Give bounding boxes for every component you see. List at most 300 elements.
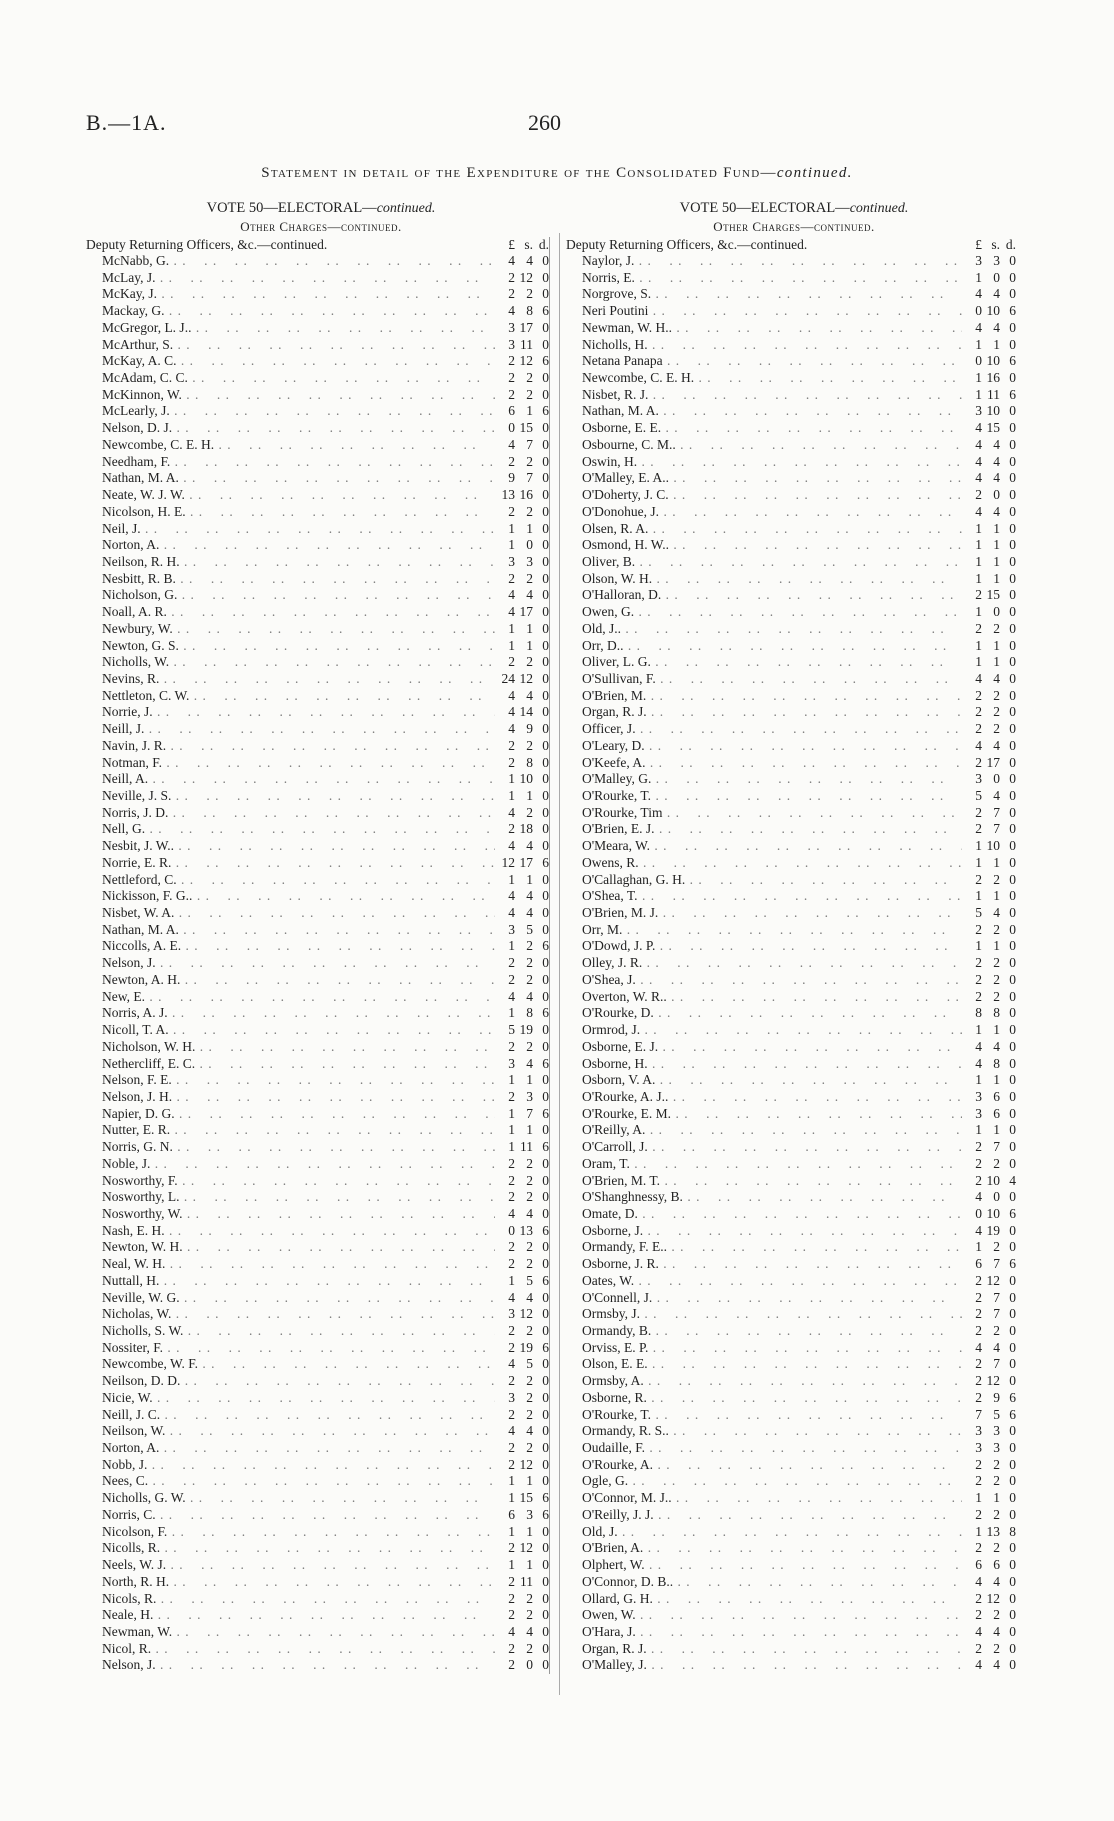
pence-value: 0 — [1009, 620, 1016, 636]
pence-value: 0 — [542, 1640, 549, 1656]
pounds-value: 2 — [975, 1506, 982, 1522]
pounds-value: 2 — [975, 1540, 982, 1556]
amount — [495, 638, 550, 655]
left-column — [86, 198, 556, 1674]
payee-name: O'Rourke, T. . . — [566, 1407, 962, 1424]
amount — [495, 1407, 550, 1424]
pounds-value: 2 — [508, 386, 515, 402]
table-row — [86, 1189, 556, 1206]
pence-value: 0 — [542, 871, 549, 887]
amount — [962, 1540, 1016, 1557]
shillings-value: 0 — [526, 1657, 533, 1673]
payee-name: Nicoll, T. A. . . — [86, 1022, 495, 1039]
amount — [495, 1106, 550, 1123]
table-row — [566, 286, 1022, 303]
pence-value: 0 — [1009, 1005, 1016, 1021]
shillings-value: 4 — [526, 1423, 533, 1439]
table-row — [86, 303, 556, 320]
shillings-value: 7 — [993, 821, 1000, 837]
amount — [495, 821, 550, 838]
pence-value: 0 — [1009, 336, 1016, 352]
payee-name: Nossiter, F. . . — [86, 1340, 495, 1357]
pounds-header: £ — [508, 237, 515, 252]
pounds-value: 2 — [508, 1239, 515, 1255]
pence-value: 0 — [1009, 453, 1016, 469]
amount — [495, 387, 550, 404]
payee-name: McNabb, G. . . — [86, 253, 495, 270]
pounds-value: 1 — [975, 1523, 982, 1539]
pence-value: 0 — [1009, 754, 1016, 770]
amount — [962, 704, 1016, 721]
amount — [495, 1607, 550, 1624]
pence-value: 0 — [542, 955, 549, 971]
table-row — [566, 671, 1022, 688]
amount — [962, 1223, 1016, 1240]
payee-name: McKay, J. . . — [86, 286, 495, 303]
table-row — [86, 1206, 556, 1223]
payee-name: McLay, J. . . — [86, 270, 495, 287]
pounds-value: 2 — [975, 804, 982, 820]
pounds-value: 1 — [975, 637, 982, 653]
payee-name: Norgrove, S. . . — [566, 286, 962, 303]
table-row — [86, 922, 556, 939]
pence-value: 0 — [542, 637, 549, 653]
pence-value: 6 — [542, 938, 549, 954]
pence-value: 0 — [1009, 1239, 1016, 1255]
pounds-value: 3 — [508, 553, 515, 569]
pence-value: 0 — [1009, 1189, 1016, 1205]
table-row — [566, 571, 1022, 588]
shillings-value: 9 — [993, 1389, 1000, 1405]
amount — [962, 1072, 1016, 1089]
shillings-value: 12 — [986, 1373, 1000, 1389]
shillings-value: 0 — [993, 771, 1000, 787]
table-row — [566, 1106, 1022, 1123]
amount — [495, 955, 550, 972]
pence-value: 0 — [1009, 1573, 1016, 1589]
payee-name: Norrie, J. . . — [86, 704, 495, 721]
table-row — [566, 838, 1022, 855]
pence-value: 0 — [542, 905, 549, 921]
shillings-value: 4 — [526, 905, 533, 921]
pounds-value: 4 — [975, 1339, 982, 1355]
payee-name: Ormandy, B. . . — [566, 1323, 962, 1340]
table-row — [86, 1306, 556, 1323]
statement-heading — [0, 165, 1114, 182]
payee-name: Norrie, E. R. . . — [86, 855, 495, 872]
pounds-value: 1 — [508, 620, 515, 636]
pence-value: 0 — [542, 1423, 549, 1439]
shillings-value: 4 — [526, 838, 533, 854]
pounds-value: 4 — [508, 804, 515, 820]
table-row — [86, 454, 556, 471]
shillings-value: 3 — [526, 553, 533, 569]
payee-name: Noall, A. R. . . — [86, 604, 495, 621]
subheading-left: Deputy Returning Officers, &c.—continued. — [86, 237, 328, 252]
amount — [962, 771, 1016, 788]
amount — [495, 353, 550, 370]
table-row — [566, 1591, 1022, 1608]
pence-value: 0 — [542, 1573, 549, 1589]
pounds-value: 1 — [508, 1557, 515, 1573]
table-row — [566, 1139, 1022, 1156]
amount — [495, 688, 550, 705]
pounds-value: 1 — [975, 1239, 982, 1255]
shillings-value: 4 — [526, 253, 533, 268]
pence-value: 0 — [542, 1623, 549, 1639]
table-row — [566, 554, 1022, 571]
table-row — [86, 521, 556, 538]
shillings-value: 11 — [520, 336, 533, 352]
payee-name: Nevins, R. . . — [86, 671, 495, 688]
pence-value: 0 — [542, 1456, 549, 1472]
payee-name: O'Connell, J. . . — [566, 1290, 962, 1307]
payee-name: Mackay, G. . . — [86, 303, 495, 320]
pence-value: 0 — [1009, 1423, 1016, 1439]
amount — [495, 1641, 550, 1658]
pounds-value: 6 — [508, 403, 515, 419]
shillings-value: 2 — [526, 1373, 533, 1389]
payee-name: Nisbet, W. A. . . — [86, 905, 495, 922]
payee-name: Neilson, R. H. . . — [86, 554, 495, 571]
payee-name: Oram, T. . . — [566, 1156, 962, 1173]
shillings-value: 18 — [519, 821, 533, 837]
table-row — [566, 270, 1022, 287]
table-row — [566, 821, 1022, 838]
shillings-value: 2 — [526, 370, 533, 386]
table-row — [86, 855, 556, 872]
shillings-value: 0 — [993, 604, 1000, 620]
pounds-value: 2 — [508, 737, 515, 753]
table-row — [86, 888, 556, 905]
amount — [495, 1490, 550, 1507]
amount — [962, 1206, 1016, 1223]
pence-value: 0 — [1009, 587, 1016, 603]
pence-value: 0 — [542, 1590, 549, 1606]
pence-value: 0 — [1009, 804, 1016, 820]
payee-name: Nicholson, G. . . — [86, 587, 495, 604]
pence-value: 0 — [1009, 1155, 1016, 1171]
amount — [495, 805, 550, 822]
pence-value: 6 — [1009, 353, 1016, 369]
pounds-value: 2 — [508, 1640, 515, 1656]
pounds-value: 2 — [975, 1289, 982, 1305]
shillings-value: 2 — [526, 654, 533, 670]
table-row — [86, 671, 556, 688]
payee-name: Ormandy, R. S.. . . — [566, 1423, 962, 1440]
payee-name: Nelson, J. . . — [86, 1657, 495, 1674]
amount — [495, 1089, 550, 1106]
payee-name: McArthur, S. . . — [86, 337, 495, 354]
pence-value: 0 — [1009, 1139, 1016, 1155]
amount — [495, 454, 550, 471]
table-row — [566, 387, 1022, 404]
pounds-value: 13 — [501, 487, 515, 503]
table-row — [566, 303, 1022, 320]
amount — [495, 1591, 550, 1608]
pence-value: 0 — [542, 553, 549, 569]
pounds-value: 2 — [508, 955, 515, 971]
amount — [495, 1122, 550, 1139]
payee-name: Nuttall, H. . . — [86, 1273, 495, 1290]
table-row — [86, 654, 556, 671]
payee-name: Nicholls, H. . . — [566, 337, 962, 354]
amount — [962, 1256, 1016, 1273]
pence-value: 0 — [1009, 1540, 1016, 1556]
table-row — [86, 938, 556, 955]
shillings-value: 0 — [993, 1189, 1000, 1205]
table-row — [86, 504, 556, 521]
amount — [495, 838, 550, 855]
payee-name: Oliver, L. G. . . — [566, 654, 962, 671]
shillings-value: 2 — [993, 1323, 1000, 1338]
pounds-value: 1 — [975, 269, 982, 285]
pounds-value: 24 — [501, 670, 515, 686]
table-row — [86, 320, 556, 337]
payee-name: O'Brien, M. J. . . — [566, 905, 962, 922]
pence-value: 0 — [542, 604, 549, 620]
shillings-value: 4 — [526, 1205, 533, 1221]
amount — [495, 554, 550, 571]
amount — [962, 788, 1016, 805]
table-row — [566, 855, 1022, 872]
payee-name: O'Halloran, D. . . — [566, 587, 962, 604]
shillings-value: 6 — [993, 1105, 1000, 1121]
table-row — [566, 654, 1022, 671]
shillings-value: 8 — [993, 1005, 1000, 1021]
pounds-value: 2 — [975, 687, 982, 703]
amount — [962, 353, 1016, 370]
shillings-value: 9 — [526, 721, 533, 737]
amount — [962, 1056, 1016, 1073]
pence-value: 0 — [542, 737, 549, 753]
shillings-value: 12 — [519, 1456, 533, 1472]
shillings-value: 3 — [526, 1506, 533, 1522]
shillings-value: 2 — [526, 971, 533, 987]
table-row — [566, 1390, 1022, 1407]
pounds-value: 2 — [975, 1172, 982, 1188]
table-row — [566, 1290, 1022, 1307]
payee-name: Newton, A. H. . . — [86, 972, 495, 989]
payee-name: O'Connor, M. J.. . . — [566, 1490, 962, 1507]
pence-value: 0 — [1009, 1105, 1016, 1121]
table-row — [86, 755, 556, 772]
payee-name: Oliver, B. . . — [566, 554, 962, 571]
shillings-value: 10 — [986, 353, 1000, 369]
amount — [495, 1022, 550, 1039]
amount — [495, 1524, 550, 1541]
pounds-value: 2 — [975, 971, 982, 987]
payee-name: Neri Poutini . . — [566, 303, 962, 320]
payee-name: Nosworthy, F. . . — [86, 1173, 495, 1190]
pence-value: 0 — [542, 1022, 549, 1038]
table-row — [566, 721, 1022, 738]
shillings-value: 2 — [526, 1590, 533, 1606]
amount — [962, 387, 1016, 404]
pounds-value: 0 — [508, 420, 515, 436]
shillings-value: 12 — [519, 353, 533, 369]
amount — [962, 838, 1016, 855]
amount — [495, 1273, 550, 1290]
amount — [962, 805, 1016, 822]
amount — [962, 1273, 1016, 1290]
pounds-value: 2 — [508, 370, 515, 386]
pounds-value: 4 — [975, 319, 982, 335]
pence-value: 0 — [542, 436, 549, 452]
amount — [962, 253, 1016, 270]
payee-name: Nicolson, F. . . — [86, 1524, 495, 1541]
table-row — [566, 1457, 1022, 1474]
payee-name: Ormandy, F. E.. . . — [566, 1239, 962, 1256]
pence-value: 4 — [1009, 1172, 1016, 1188]
shillings-value: 1 — [526, 403, 533, 419]
table-row — [566, 537, 1022, 554]
pence-value: 0 — [542, 269, 549, 285]
table-row — [566, 638, 1022, 655]
pence-value: 0 — [1009, 1306, 1016, 1322]
pounds-value: 0 — [975, 353, 982, 369]
pence-value: 0 — [1009, 737, 1016, 753]
amount — [962, 1407, 1016, 1424]
amount — [962, 587, 1016, 604]
pounds-value: 4 — [508, 253, 515, 268]
amount — [495, 420, 550, 437]
document-reference: B.—1A. — [86, 110, 167, 135]
shillings-value: 1 — [993, 570, 1000, 586]
table-row — [566, 1005, 1022, 1022]
table-row — [86, 638, 556, 655]
pence-value: 0 — [1009, 938, 1016, 954]
pence-value: 0 — [542, 1155, 549, 1171]
pence-value: 0 — [542, 1306, 549, 1322]
payee-name: O'Callaghan, G. H. . . — [566, 872, 962, 889]
pounds-value: 3 — [508, 1389, 515, 1405]
payee-name: Osborne, E. E. . . — [566, 420, 962, 437]
pence-value: 0 — [542, 1406, 549, 1422]
pounds-value: 1 — [508, 1139, 515, 1155]
pence-value: 6 — [1009, 1406, 1016, 1422]
payee-name: Oudaille, F. . . — [566, 1440, 962, 1457]
pence-value: 0 — [1009, 988, 1016, 1004]
amount — [962, 821, 1016, 838]
amount — [962, 938, 1016, 955]
pounds-value: 2 — [975, 754, 982, 770]
payee-name: North, R. H. . . — [86, 1574, 495, 1591]
table-row — [86, 1290, 556, 1307]
payee-name: O'Brien, M. . . — [566, 688, 962, 705]
pence-value: 0 — [1009, 286, 1016, 302]
shillings-value: 2 — [526, 1607, 533, 1623]
pounds-value: 3 — [975, 1105, 982, 1121]
pence-value: 0 — [542, 1256, 549, 1272]
table-row — [566, 337, 1022, 354]
payee-name: Netana Panapa . . — [566, 353, 962, 370]
pence-value: 0 — [542, 754, 549, 770]
amount — [962, 1607, 1016, 1624]
shillings-value: 2 — [993, 687, 1000, 703]
pounds-value: 1 — [975, 370, 982, 386]
pounds-value: 1 — [975, 1122, 982, 1138]
pence-value: 0 — [542, 1607, 549, 1623]
shillings-value: 8 — [993, 1055, 1000, 1071]
amount — [495, 1223, 550, 1240]
pence-value: 0 — [542, 470, 549, 486]
shillings-value: 0 — [526, 537, 533, 553]
amount — [962, 738, 1016, 755]
pounds-value: 2 — [508, 1339, 515, 1355]
pounds-value: 2 — [975, 1139, 982, 1155]
shillings-value: 1 — [526, 1473, 533, 1489]
shillings-value: 2 — [526, 1256, 533, 1272]
pence-value: 0 — [542, 503, 549, 519]
pence-value: 0 — [1009, 1222, 1016, 1238]
payee-name: Neels, W. J. . . — [86, 1557, 495, 1574]
pence-value: 0 — [1009, 403, 1016, 419]
shillings-value: 2 — [993, 988, 1000, 1004]
amount — [495, 337, 550, 354]
amount — [962, 1306, 1016, 1323]
payee-name: Newcombe, W. F. . . — [86, 1356, 495, 1373]
shillings-value: 4 — [993, 503, 1000, 519]
pounds-value: 2 — [508, 1088, 515, 1104]
shillings-value: 2 — [526, 1155, 533, 1171]
payee-name: Noble, J. . . — [86, 1156, 495, 1173]
payee-name: O'Shanghnessy, B. . . — [566, 1189, 962, 1206]
shillings-value: 7 — [526, 1105, 533, 1121]
pence-value: 0 — [1009, 1088, 1016, 1104]
table-row — [566, 905, 1022, 922]
pence-value: 6 — [542, 1105, 549, 1121]
shillings-value: 12 — [986, 1272, 1000, 1288]
table-row — [86, 1223, 556, 1240]
pence-value: 0 — [542, 670, 549, 686]
payee-name: McKinnon, W. . . — [86, 387, 495, 404]
pence-value: 6 — [1009, 1256, 1016, 1272]
pounds-value: 4 — [975, 453, 982, 469]
pence-value: 0 — [542, 1440, 549, 1456]
payee-name: Organ, R. J. . . — [566, 704, 962, 721]
table-row — [86, 1256, 556, 1273]
table-row — [566, 454, 1022, 471]
table-row — [86, 1490, 556, 1507]
pounds-value: 2 — [975, 1590, 982, 1606]
pence-value: 0 — [1009, 1055, 1016, 1071]
pence-value: 6 — [542, 353, 549, 369]
payee-name: Olsen, R. A. . . — [566, 521, 962, 538]
payee-name: O'Brien, A. . . — [566, 1540, 962, 1557]
payee-name: Needham, F. . . — [86, 454, 495, 471]
pence-value: 0 — [1009, 1072, 1016, 1088]
pounds-value: 3 — [975, 1423, 982, 1439]
table-row — [86, 905, 556, 922]
pence-value: 0 — [542, 687, 549, 703]
table-row — [86, 1056, 556, 1073]
pence-value: 0 — [542, 286, 549, 302]
shillings-value: 1 — [993, 1122, 1000, 1138]
pounds-value: 4 — [508, 721, 515, 737]
shillings-value: 1 — [993, 1490, 1000, 1506]
shillings-value: 4 — [993, 737, 1000, 753]
pounds-value: 0 — [508, 1222, 515, 1238]
payee-name: Neilson, D. D. . . — [86, 1373, 495, 1390]
pounds-value: 1 — [508, 1122, 515, 1138]
shillings-value: 12 — [519, 670, 533, 686]
amount — [962, 1390, 1016, 1407]
pounds-value: 2 — [975, 1356, 982, 1372]
pence-value: 0 — [1009, 1506, 1016, 1522]
amount — [962, 1373, 1016, 1390]
payee-name: Niccolls, A. E. . . — [86, 938, 495, 955]
